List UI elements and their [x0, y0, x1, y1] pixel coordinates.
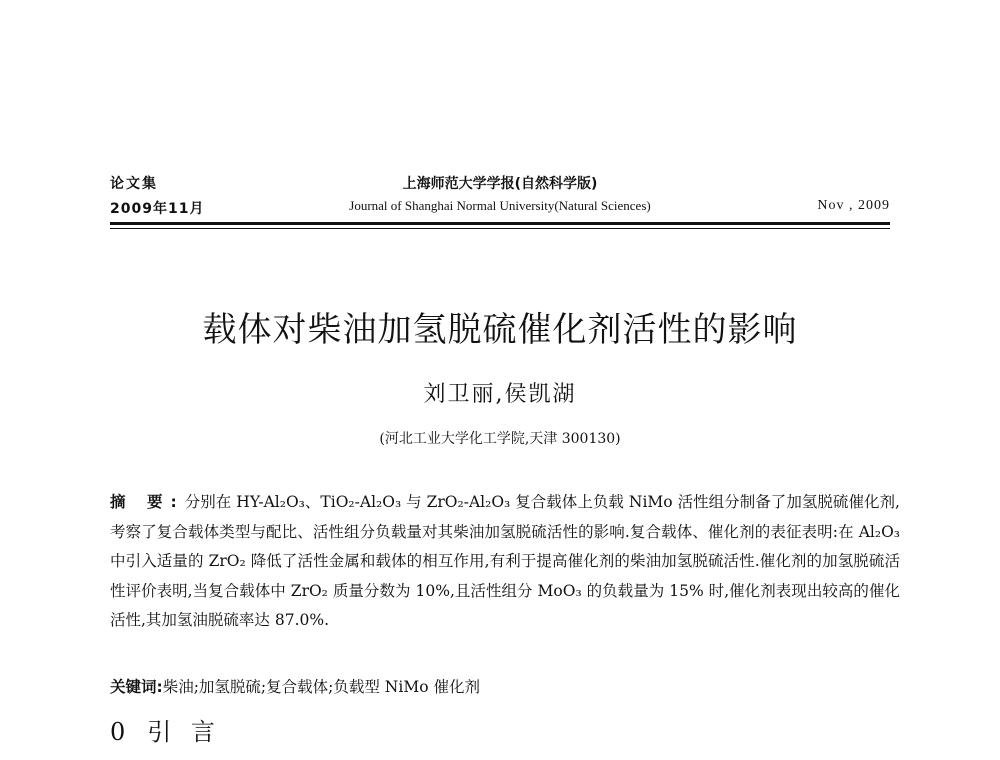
journal-name-cn: 上海师范大学学报(自然科学版) [402, 176, 598, 192]
journal-name-en: Journal of Shanghai Normal University(Natural Sciences) [349, 198, 651, 213]
issue-date-cn: 2009年11月 [110, 201, 205, 217]
author-affiliation: (河北工业大学化工学院,天津 300130) [379, 431, 621, 447]
keywords-text: 柴油;加氢脱硫;复合载体;负载型 NiMo 催化剂 [162, 678, 480, 696]
section-title: 引 言 [147, 718, 221, 746]
paper-title: 载体对柴油加氢脱硫催化剂活性的影响 [202, 310, 798, 350]
issue-date-en: Nov , 2009 [817, 198, 890, 213]
header-rule-thick [110, 222, 890, 225]
header-rule-thin [110, 228, 890, 229]
keywords-block [110, 674, 900, 700]
section-heading [110, 712, 221, 747]
abstract-label: 摘 要: [110, 493, 185, 511]
section-number: 0 [110, 718, 132, 746]
abstract-block [110, 488, 900, 636]
running-header-bottom [110, 198, 890, 220]
abstract-text: 分别在 HY-Al₂O₃、TiO₂-Al₂O₃ 与 ZrO₂-Al₂O₃ 复合载体上负载 NiMo 活性组分制备了加氢脱硫催化剂,考察了复合载体类型与配比、活性组分负载量对其柴油加氢脱硫活性的影响.复合载体、催化剂的表征表明:在 Al₂O₃ 中引入适量的 ZrO₂ 降低了活性金属和载体的相互作用,有利于提高催化剂的柴油加氢脱硫活性.催化剂的加氢脱硫活性评价表明,当复合载体中 ZrO₂ 质量分数为 10%,且活性组分 MoO₃ 的负载量为 15% 时,催化剂表现出较高的催化活性,其加氢油脱硫率达 87.0%. [110, 493, 900, 629]
paper-authors: 刘卫丽,侯凯湖 [423, 382, 577, 407]
column-label: 论文集 [110, 176, 158, 192]
running-header-top [110, 173, 890, 195]
keywords-label: 关键词: [110, 678, 163, 696]
